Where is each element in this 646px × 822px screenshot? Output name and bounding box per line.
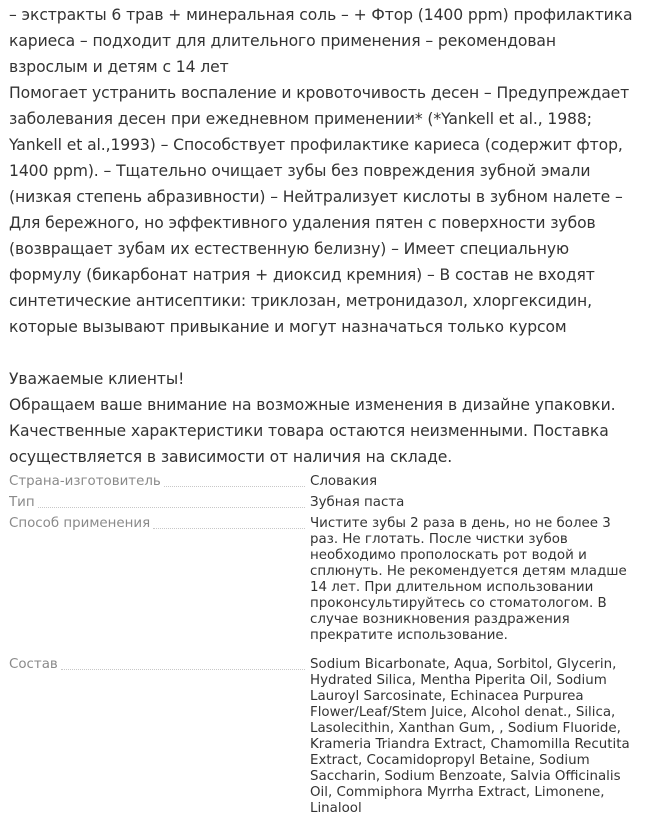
spacer — [9, 340, 639, 366]
specifications-table — [9, 474, 637, 822]
description-paragraph-2: Помогает устранить воспаление и кровоточивость десен – Предупреждает заболевания десен при ежедневном применении* (*Yankell et al., 1988; Yankell et al.,1993) – Способствует профилактике кариеса (содержит фтор, 1400 ppm). – Тщательно очищает зубы без повреждения зубной эмали (низкая степень абразивности) – Нейтрализует кислоты в зубном налете – Для бережного, но эффективного удаления пятен с поверхности зубов (возвращает зубам их естественную белизну) – Имеет специальную формулу (бикарбонат натрия + диоксид кремния) – В состав не входят синтетические антисептики: триклозан, метронидазол, хлоргексидин, которые вызывают привыкание и могут назначаться только курсом — [9, 84, 630, 336]
spec-value-country: Словакия — [310, 474, 378, 489]
dotted-leader — [61, 668, 305, 670]
spec-value-type: Зубная паста — [310, 495, 405, 510]
spec-value-ingredients: Sodium Bicarbonate, Aqua, Sorbitol, Glycerin, Hydrated Silica, Mentha Piperita Oil, Sodium Lauroyl Sarcosinate, Echinacea Purpurea Flower/Leaf/Stem Juice, Alcohol denat., Silica, Lasolecithin, Xanthan Gum, , Sodium Fluoride, Krameria Triandra Extract, Chamomilla Recutita Extract, Cocamidopropyl Betaine, Sodium Saccharin, Sodium Benzoate, Salvia Officinalis Oil, Commiphora Myrrha Extract, Limonene, Linalool — [310, 657, 630, 816]
spec-label-usage: Способ применения — [9, 516, 151, 531]
spec-row-country — [9, 474, 637, 490]
dotted-leader — [38, 506, 305, 508]
spec-row-type — [9, 495, 637, 511]
spec-row-usage — [9, 516, 637, 644]
spec-row-ingredients — [9, 657, 637, 817]
notice-text: Обращаем ваше внимание на возможные изменения в дизайне упаковки. Качественные характеристики товара остаются неизменными. Поставка осуществляется в зависимости от наличия на складе. — [9, 396, 616, 466]
product-description — [9, 2, 639, 470]
spec-label-ingredients: Состав — [9, 657, 58, 672]
dotted-leader — [164, 485, 305, 487]
notice-greeting: Уважаемые клиенты! — [9, 370, 185, 388]
spec-label-type: Тип — [9, 495, 35, 510]
spec-label-country: Страна-изготовитель — [9, 474, 161, 489]
description-paragraph-1: – экстракты 6 трав + минеральная соль – + Фтор (1400 ppm) профилактика кариеса – подходит для длительного применения – рекомендован взрослым и детям с 14 лет — [9, 6, 633, 76]
dotted-leader — [153, 527, 305, 529]
spec-value-usage: Чистите зубы 2 раза в день, но не более 3 раз. Не глотать. После чистки зубов необходимо прополоскать рот водой и сплюнуть. Не рекомендуется детям младше 14 лет. При длительном использовании проконсультируйтесь со стоматологом. В случае возникновения раздражения прекратите использование. — [310, 516, 627, 643]
